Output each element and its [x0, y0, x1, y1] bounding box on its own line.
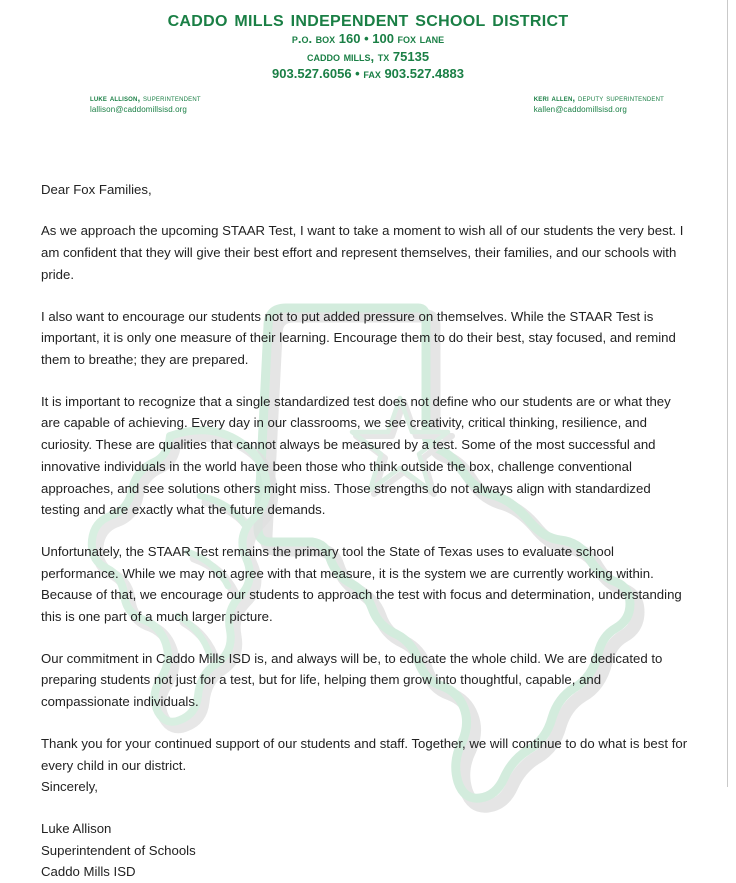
officer-email[interactable]: lallison@caddomillsisd.org: [90, 105, 187, 115]
letter-paragraph: I also want to encourage our students not to put added pressure on themselves. While the STAAR Test is important, it is only one measure of their learning. Encourage them to do their best, stay focused, and remind them to breathe; they are prepared.: [41, 308, 676, 367]
signature-block: [41, 818, 691, 883]
signature-organization: Caddo Mills ISD: [41, 864, 136, 880]
officer-contacts: [0, 93, 736, 127]
letter-paragraph: Thank you for your continued support of our students and staff. Together, we will continue to do what is best for every child in our district.: [41, 735, 688, 773]
address-line-2: caddo mills, tx 75135: [306, 48, 430, 64]
officer-role: superintendent: [140, 92, 201, 103]
letter-body: [0, 127, 736, 883]
officer-name: keri allen,: [533, 92, 576, 103]
letter-paragraph: Our commitment in Caddo Mills ISD is, and always will be, to educate the whole child. We are dedicated to preparing students not just for a test, but for life, helping them grow into thoughtful, capable, and compassionate individuals.: [41, 650, 663, 710]
page-edge-rule: [727, 0, 728, 787]
signature-title: Superintendent of Schools: [41, 842, 196, 858]
district-title: caddo mills independent school district: [167, 5, 569, 31]
officer-name-line: [90, 93, 201, 104]
letter-paragraph: As we approach the upcoming STAAR Test, I want to take a moment to wish all of our students the very best. I am confident that they will give their best effort and represent themselves, their families, and our schools with pride.: [41, 223, 684, 282]
letter-paragraph: It is important to recognize that a single standardized test does not define who our students are or what they are capable of achieving. Every day in our classrooms, we see creativity, critical thinking, resilience, and curiosity. These are qualities that cannot always be measured by a test. Some of the most successful and innovative individuals in the world have been those who think outside the box, challenge conventional approaches, and see solutions others might miss. Those strengths do not always align with standardized testing and are exactly what the future demands.: [41, 393, 671, 518]
officer-name-line: [534, 93, 664, 104]
salutation: Dear Fox Families,: [41, 181, 152, 197]
address-line-1: p.o. box 160 • 100 fox lane: [291, 31, 445, 47]
phone-line: 903.527.6056 • fax 903.527.4883: [272, 66, 464, 82]
closing: Sincerely,: [41, 779, 98, 795]
signature-name: Luke Allison: [41, 820, 112, 836]
officer-deputy-superintendent: [534, 93, 664, 115]
officer-name: luke allison,: [90, 92, 141, 103]
officer-role: deputy superintendent: [575, 92, 664, 103]
letterhead: [0, 0, 736, 83]
letter-paragraph: Unfortunately, the STAAR Test remains the primary tool the State of Texas uses to evaluate school performance. While we may not agree with that measure, it is the system we are currently working within. Because of that, we encourage our students to approach the test with focus and determination, understanding this is one part of a much larger picture.: [41, 543, 682, 625]
officer-superintendent: [90, 93, 201, 115]
officer-email[interactable]: kallen@caddomillsisd.org: [533, 105, 627, 115]
